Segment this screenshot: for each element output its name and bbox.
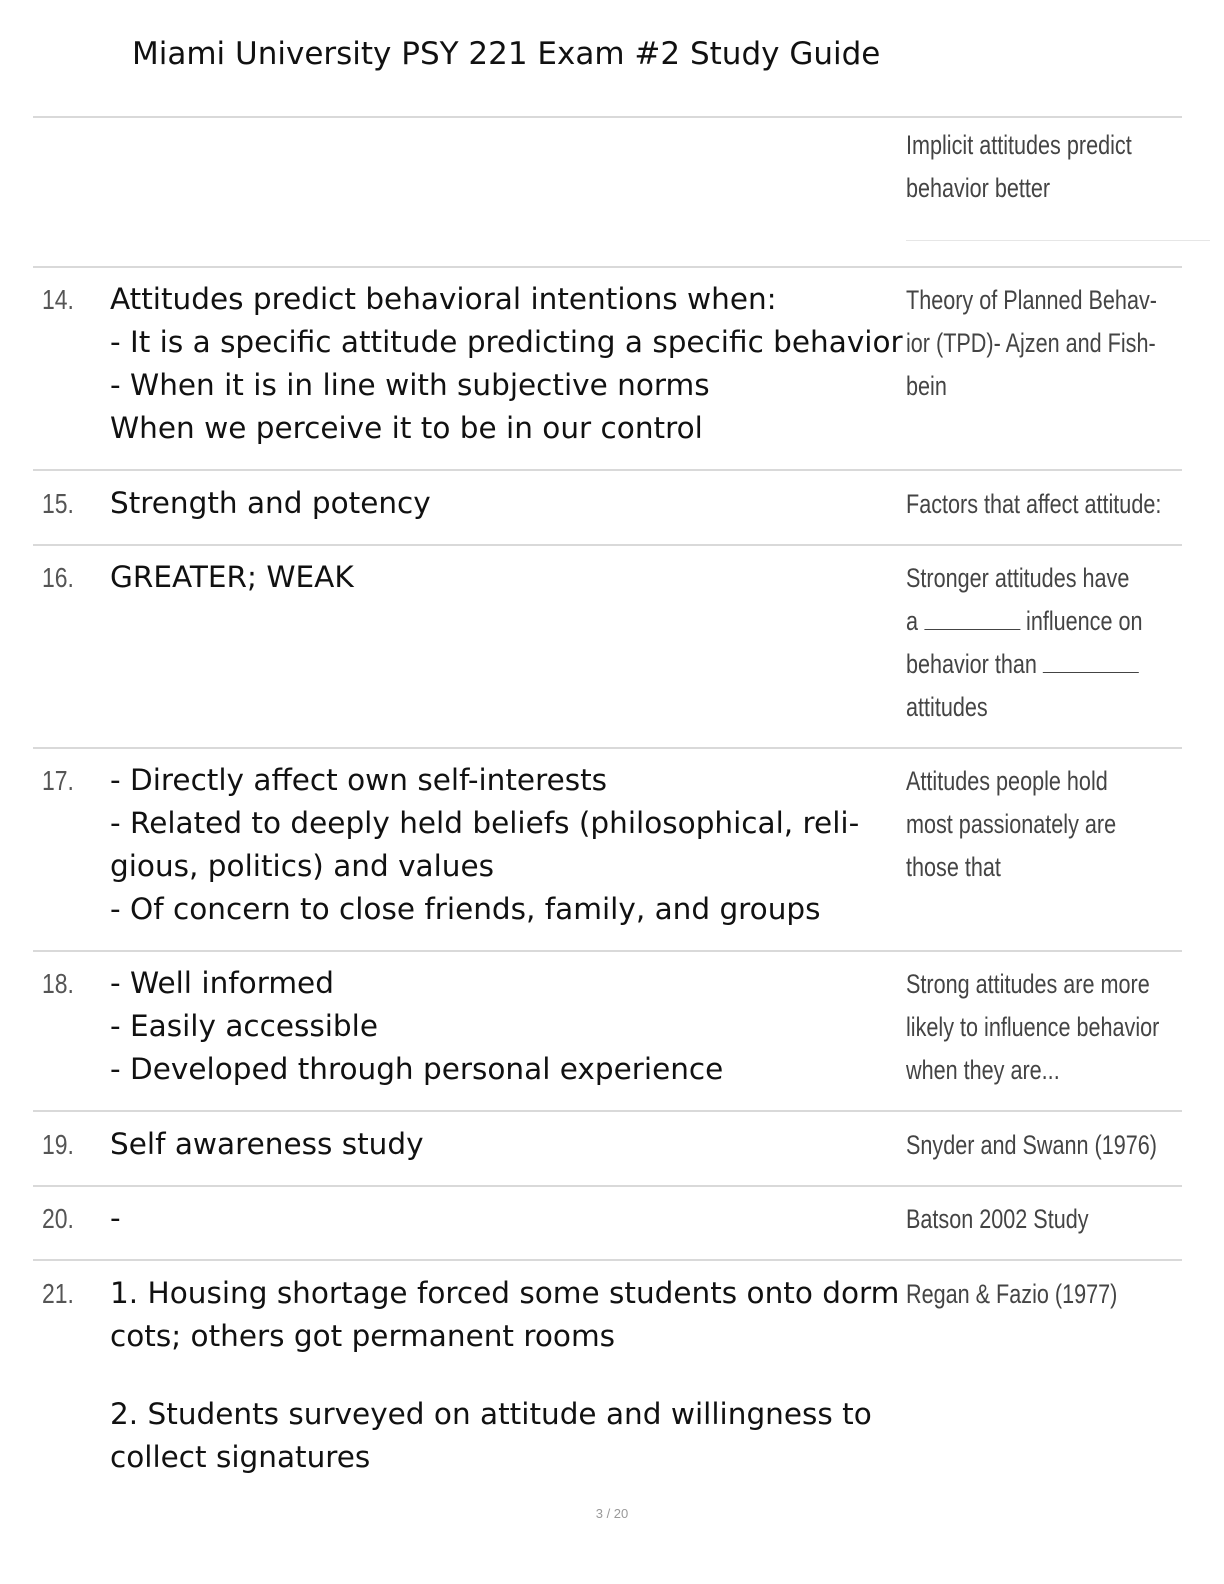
answer-line: When we perceive it to be in our control (110, 411, 703, 445)
divider (33, 1259, 1182, 1261)
term-line: Stronger attitudes have (906, 563, 1130, 593)
card-term (906, 1198, 1162, 1241)
answer-line: - (110, 1201, 121, 1235)
answer-line: - When it is in line with subjective norms (110, 368, 710, 402)
answer-line: - Well informed (110, 966, 334, 1000)
card-number: 21. (42, 1278, 74, 1309)
page-indicator: 3 / 20 (595, 1506, 629, 1521)
answer-line: - Easily accessible (110, 1009, 379, 1043)
term-line: Factors that affect attitude: (906, 489, 1162, 519)
divider (33, 544, 1182, 546)
term-line (906, 643, 1162, 686)
divider (33, 116, 1182, 118)
answer-line: - Of concern to close friends, family, and groups (110, 892, 821, 926)
term-line: Strong attitudes are more (906, 969, 1150, 999)
term-line: Snyder and Swann (1976) (906, 1130, 1157, 1160)
card-number: 17. (42, 765, 74, 796)
card-answer (110, 962, 900, 1091)
answer-line: 1. Housing shortage forced some students onto dorm (110, 1276, 900, 1310)
card-number: 15. (42, 488, 74, 519)
answer-line: - It is a specific attitude predicting a specific behavior (110, 325, 903, 359)
divider (33, 747, 1182, 749)
answer-line: - Directly affect own self-interests (110, 763, 608, 797)
card-term (906, 124, 1162, 210)
card-number: 14. (42, 284, 74, 315)
term-line: Batson 2002 Study (906, 1204, 1089, 1234)
card-answer (110, 556, 900, 599)
answer-line: 2. Students surveyed on attitude and willingness to (110, 1397, 872, 1431)
card-term (906, 1273, 1162, 1316)
term-underline (906, 240, 1210, 241)
card-term (906, 1124, 1162, 1167)
fill-in-blank (1043, 647, 1139, 673)
term-line: those that (906, 852, 1001, 882)
term-fragment: behavior than (906, 649, 1043, 679)
card-number: 16. (42, 562, 74, 593)
answer-paragraph (110, 1393, 900, 1479)
card-term (906, 279, 1162, 408)
term-fragment: influence on (1020, 606, 1143, 636)
term-line: behavior better (906, 173, 1051, 203)
term-line: Attitudes people hold (906, 766, 1108, 796)
term-line: ior (TPD)- Ajzen and Fish- (906, 328, 1156, 358)
answer-line: collect signatures (110, 1440, 371, 1474)
card-number: 19. (42, 1129, 74, 1160)
term-line: Regan & Fazio (1977) (906, 1279, 1118, 1309)
page-title: Miami University PSY 221 Exam #2 Study Guide (132, 36, 881, 72)
term-line: most passionately are (906, 809, 1117, 839)
card-term (906, 557, 1162, 729)
divider (33, 266, 1182, 268)
term-line: likely to influence behavior (906, 1012, 1160, 1042)
term-line: Theory of Planned Behav- (906, 285, 1157, 315)
term-fragment: a (906, 606, 925, 636)
card-answer (110, 278, 903, 450)
term-line: when they are... (906, 1055, 1060, 1085)
card-number: 20. (42, 1203, 74, 1234)
card-term (906, 483, 1162, 526)
fill-in-blank (924, 604, 1020, 630)
card-term (906, 963, 1162, 1092)
answer-line: gious, politics) and values (110, 849, 495, 883)
divider (33, 1185, 1182, 1187)
answer-line: Attitudes predict behavioral intentions when: (110, 282, 777, 316)
answer-line: GREATER; WEAK (110, 560, 354, 594)
answer-line: cots; others got permanent rooms (110, 1319, 616, 1353)
term-line: bein (906, 371, 947, 401)
card-answer (110, 1272, 900, 1479)
answer-line: Strength and potency (110, 486, 431, 520)
term-line: attitudes (906, 692, 988, 722)
card-answer (110, 482, 900, 525)
answer-line: - Developed through personal experience (110, 1052, 724, 1086)
divider (33, 1110, 1182, 1112)
card-answer (110, 759, 900, 931)
card-term (906, 760, 1162, 889)
term-line: Implicit attitudes predict (906, 130, 1132, 160)
divider (33, 950, 1182, 952)
term-line (906, 600, 1162, 643)
card-answer (110, 1197, 900, 1240)
card-number: 18. (42, 968, 74, 999)
card-answer (110, 1123, 900, 1166)
answer-line: - Related to deeply held beliefs (philosophical, reli- (110, 806, 860, 840)
answer-line: Self awareness study (110, 1127, 424, 1161)
divider (33, 469, 1182, 471)
